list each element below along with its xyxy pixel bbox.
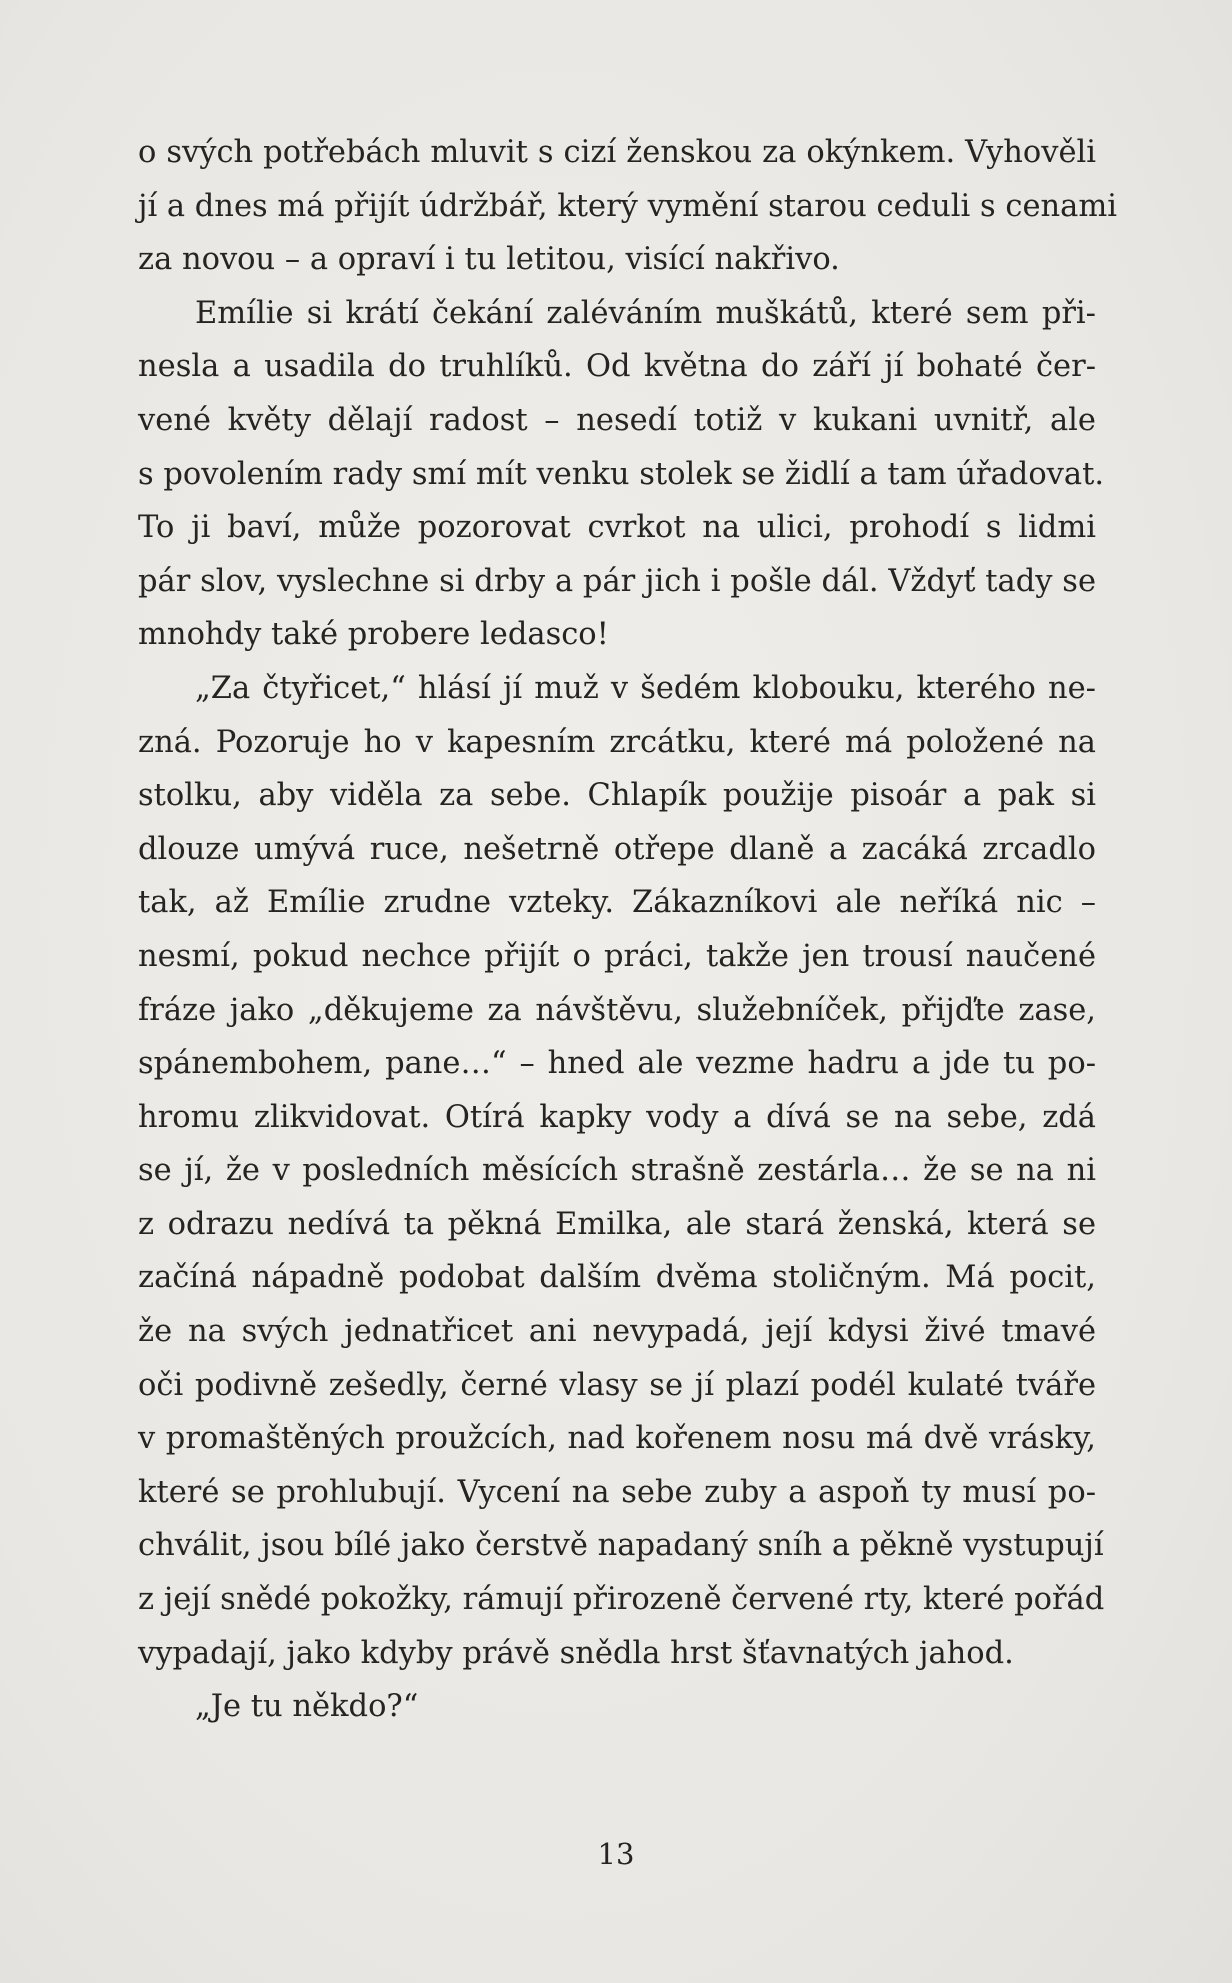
text-line: že na svých jednatřicet ani nevypadá, její kdysi živé tmavé bbox=[138, 1314, 1096, 1350]
text-line: se jí, že v posledních měsících strašně zestárla… že se na ni bbox=[138, 1153, 1096, 1189]
text-line: nesmí, pokud nechce přijít o práci, takže jen trousí naučené bbox=[138, 938, 1096, 974]
body-text bbox=[138, 126, 1117, 1734]
text-line: „Za čtyřicet,“ hlásí jí muž v šedém klobouku, kterého ne- bbox=[195, 670, 1096, 706]
text-line: jí a dnes má přijít údržbář, který vymění starou ceduli s cenami bbox=[138, 188, 1117, 224]
text-line: „Je tu někdo?“ bbox=[195, 1689, 419, 1725]
text-line: oči podivně zešedly, černé vlasy se jí plazí podél kulaté tváře bbox=[138, 1367, 1096, 1403]
text-line: které se prohlubují. Vycení na sebe zuby a aspoň ty musí po- bbox=[138, 1474, 1096, 1510]
text-line: stolku, aby viděla za sebe. Chlapík použije pisoár a pak si bbox=[138, 778, 1096, 814]
text-line: z odrazu nedívá ta pěkná Emilka, ale stará ženská, která se bbox=[138, 1206, 1096, 1242]
text-line: z její snědé pokožky, rámují přirozeně červené rty, které pořád bbox=[138, 1582, 1105, 1618]
text-line: vené květy dělají radost – nesedí totiž v kukani uvnitř, ale bbox=[138, 402, 1096, 438]
text-line: začíná nápadně podobat dalším dvěma stoličným. Má pocit, bbox=[138, 1260, 1096, 1296]
text-line: spánembohem, pane…“ – hned ale vezme hadru a jde tu po- bbox=[138, 1046, 1096, 1082]
text-line: vypadají, jako kdyby právě snědla hrst šťavnatých jahod. bbox=[138, 1635, 1014, 1671]
text-line: chválit, jsou bílé jako čerstvě napadaný sníh a pěkně vystupují bbox=[138, 1528, 1104, 1564]
text-line: zná. Pozoruje ho v kapesním zrcátku, které má položené na bbox=[138, 724, 1096, 760]
text-line: pár slov, vyslechne si drby a pár jich i pošle dál. Vždyť tady se bbox=[138, 563, 1096, 599]
text-line: nesla a usadila do truhlíků. Od května do září jí bohaté čer- bbox=[138, 349, 1096, 385]
text-line: To ji baví, může pozorovat cvrkot na ulici, prohodí s lidmi bbox=[138, 510, 1096, 546]
text-line: v promaštěných proužcích, nad kořenem nosu má dvě vrásky, bbox=[138, 1421, 1096, 1457]
text-line: fráze jako „děkujeme za návštěvu, služebníček, přijďte zase, bbox=[138, 992, 1096, 1028]
text-line: hromu zlikvidovat. Otírá kapky vody a dívá se na sebe, zdá bbox=[138, 1099, 1096, 1135]
text-line: s povolením rady smí mít venku stolek se židlí a tam úřadovat. bbox=[138, 456, 1105, 492]
text-line: tak, až Emílie zrudne vzteky. Zákazníkovi ale neříká nic – bbox=[138, 885, 1096, 921]
text-line: za novou – a opraví i tu letitou, visící nakřivo. bbox=[138, 242, 840, 278]
text-line: o svých potřebách mluvit s cizí ženskou za okýnkem. Vyhověli bbox=[138, 135, 1096, 170]
text-line: mnohdy také probere ledasco! bbox=[138, 617, 609, 653]
page-number: 13 bbox=[597, 1837, 635, 1871]
text-line: dlouze umývá ruce, nešetrně otřepe dlaně a zacáká zrcadlo bbox=[138, 831, 1096, 867]
text-line: Emílie si krátí čekání zaléváním muškátů, které sem při- bbox=[195, 295, 1096, 331]
